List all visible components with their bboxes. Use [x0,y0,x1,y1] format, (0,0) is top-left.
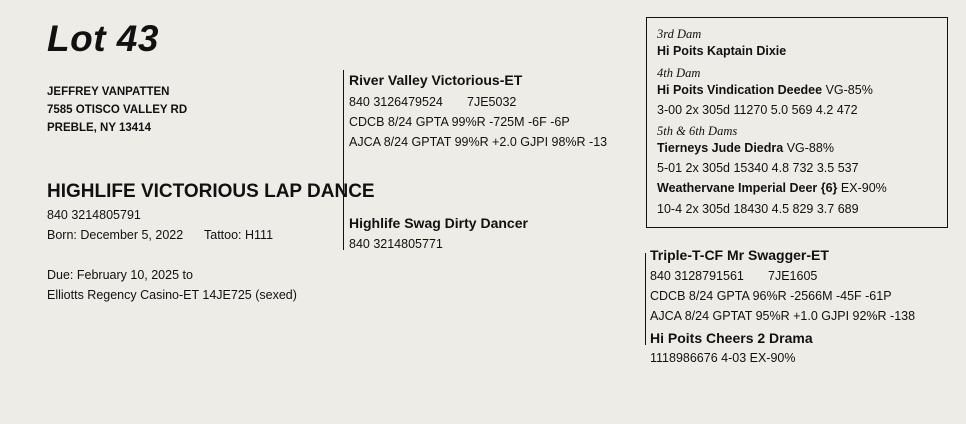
fourth-dam-score: VG-85% [825,83,873,97]
consignor-address-line1: 7585 OTISCO VALLEY RD [47,104,188,116]
dams-dam-record: 1118986676 4-03 EX-90% [650,351,796,365]
fourth-dam-record: 3-00 2x 305d 11270 5.0 569 4.2 472 [657,103,858,117]
sixth-dam-line [657,181,887,195]
fifth-dam-score: VG-88% [786,141,834,155]
pedigree-bracket-dams-parents [645,253,646,345]
fifth-sixth-dams-label: 5th & 6th Dams [657,124,738,138]
dams-dam-name: Hi Poits Cheers 2 Drama [650,330,813,346]
consignor-name: JEFFREY VANPATTEN [47,86,170,98]
sire-cdcb-proof: CDCB 8/24 GPTA 99%R -725M -6F -6P [349,115,570,129]
third-dam-label: 3rd Dam [657,27,702,41]
animal-birth-date: Born: December 5, 2022 [47,228,184,242]
due-date: Due: February 10, 2025 to [47,268,193,282]
animal-tattoo: Tattoo: H111 [204,228,274,242]
animal-name: HIGHLIFE VICTORIOUS LAP DANCE [47,181,375,202]
dams-sire-naab-code: 7JE1605 [768,269,818,283]
fifth-dam-line [657,141,834,155]
dam-id: 840 3214805771 [349,237,443,251]
sire-ajca-proof: AJCA 8/24 GPTAT 99%R +2.0 GJPI 98%R -13 [349,135,608,149]
animal-id: 840 3214805791 [47,208,141,222]
fourth-dam-name: Hi Poits Vindication Deedee [657,83,823,97]
sire-name: River Valley Victorious-ET [349,72,523,88]
fifth-dam-name: Tierneys Jude Diedra [657,141,784,155]
fourth-dam-line [657,83,873,97]
dams-sire-name: Triple-T-CF Mr Swagger-ET [650,247,829,263]
dams-sire-ajca-proof: AJCA 8/24 GPTAT 95%R +1.0 GJPI 92%R -138 [650,309,916,323]
service-sire: Elliotts Regency Casino-ET 14JE725 (sexed) [47,288,297,302]
sixth-dam-record: 10-4 2x 305d 18430 4.5 829 3.7 689 [657,202,859,216]
sire-naab-code: 7JE5032 [467,95,517,109]
sixth-dam-name: Weathervane Imperial Deer {6} [657,181,838,195]
dams-sire-id: 840 3128791561 [650,269,744,283]
dams-sire-cdcb-proof: CDCB 8/24 GPTA 96%R -2566M -45F -61P [650,289,892,303]
sixth-dam-score: EX-90% [840,181,887,195]
third-dam-name: Hi Poits Kaptain Dixie [657,44,787,58]
fifth-dam-record: 5-01 2x 305d 15340 4.8 732 3.5 537 [657,161,859,175]
pedigree-bracket-sire-dam [343,70,344,250]
lot-number: Lot 43 [47,18,159,59]
consignor-address-line2: PREBLE, NY 13414 [47,122,151,134]
dam-name: Highlife Swag Dirty Dancer [349,215,528,231]
fourth-dam-label: 4th Dam [657,66,701,80]
sire-id: 840 3126479524 [349,95,443,109]
